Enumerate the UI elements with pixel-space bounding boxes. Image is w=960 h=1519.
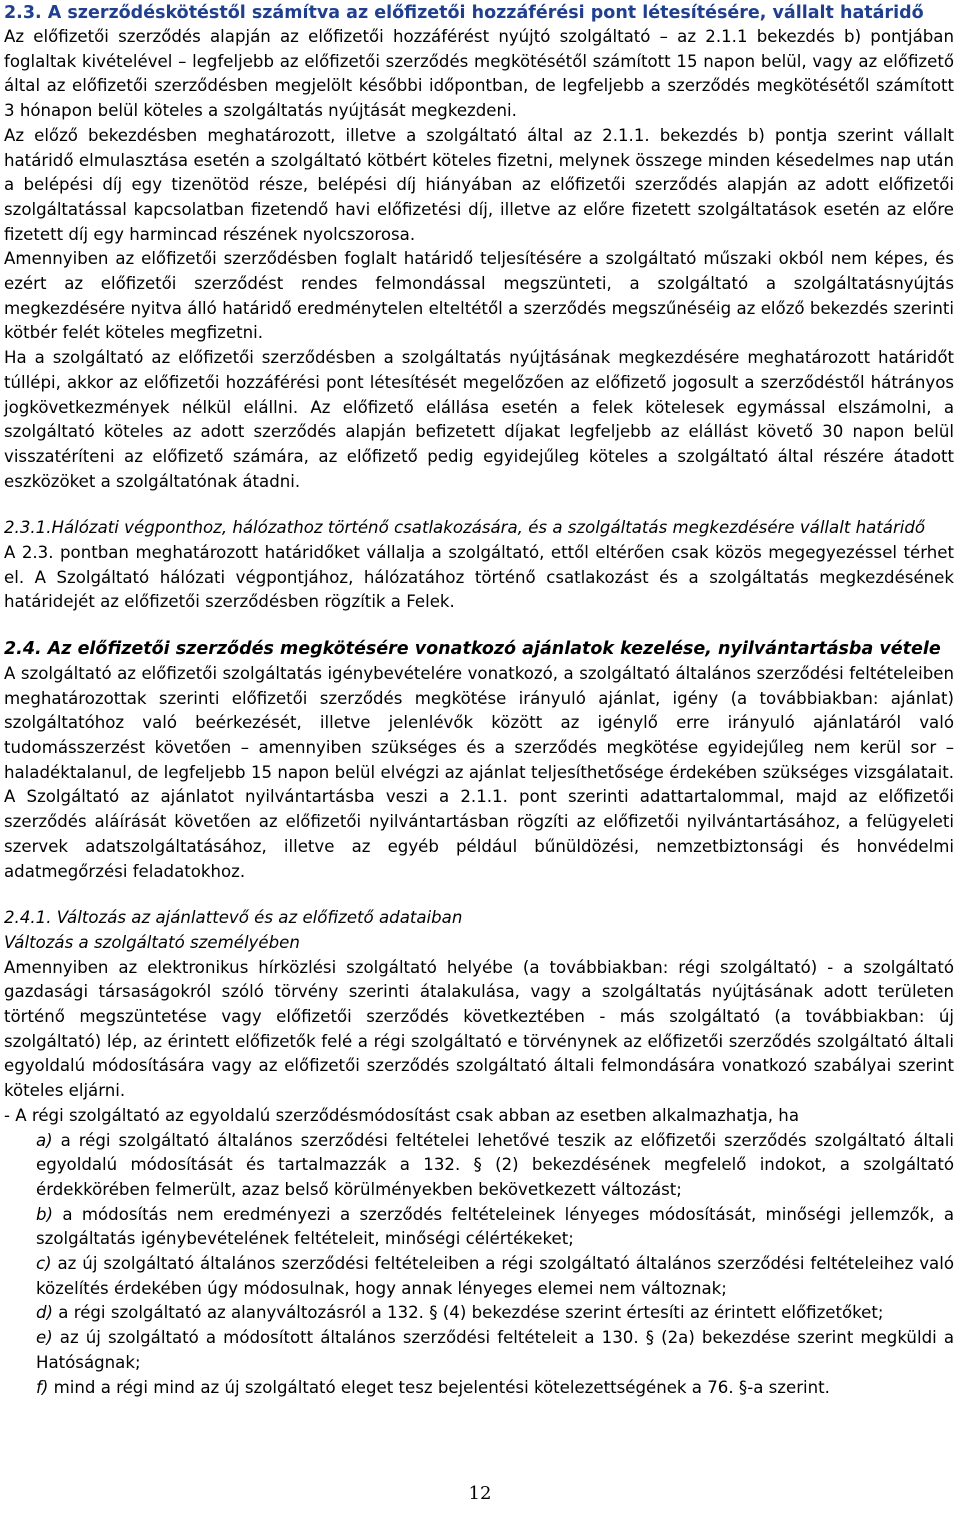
list-item-text: az új szolgáltató a módosított általános szerződési feltételeit a 130. § (2a) bekezdése szerint megküldi a Hatóságnak; [36, 1328, 954, 1372]
list-item-text: a módosítás nem eredményezi a szerződés feltételeinek lényeges módosítását, minőségi jellemzők, a szolgáltatás igénybevételének feltételeit, minőségi célértékeket; [36, 1204, 954, 1249]
list-item [4, 1203, 954, 1252]
list-item [4, 1301, 954, 1326]
list-marker: f) [36, 1377, 49, 1397]
section-heading-2-4: 2.4. Az előfizetői szerződés megkötésére vonatkozó ajánlatok kezelése, nyilvántartásba vétele [4, 639, 941, 660]
paragraph: Ha a szolgáltató az előfizetői szerződésben a szolgáltatás nyújtásának megkezdésére meghatározott határidőt túllépi, akkor az előfizetői hozzáférési pont létesítését megelőzően az előfizető jogosult a szerződéstől hátrányos jogkövetkezmények nélkül elállni. Az előfizető elállása esetén a felek kötelesek egymással elszámolni, a szolgáltató köteles az adott szerződés alapján befizetett díjakat legfeljebb az elállást követő 30 napon belül visszatéríteni az előfizető számára, az előfizető pedig egyidejűleg köteles a szolgáltató által részére átadott eszközöket a szolgáltatónak átadni. [4, 348, 954, 491]
document-page [4, 0, 954, 1400]
list-marker: d) [36, 1303, 54, 1323]
list-item [4, 1129, 954, 1203]
list-marker: e) [36, 1328, 53, 1348]
section-heading-2-3-1: 2.3.1.Hálózati végponthoz, hálózathoz történő csatlakozására, és a szolgáltatás megkezdésére vállalt határidő [4, 518, 926, 538]
paragraph: Amennyiben az előfizetői szerződésben foglalt határidő teljesítésére a szolgáltató műszaki okból nem képes, és ezért az előfizetői szerződést rendes felmondással megszünteti, a szolgáltató a szolgáltatásnyújtás megkezdésére nyitva álló határidő eredménytelen elteltétől a szerződés megszűnéséig az előző bekezdés szerinti kötbér felét köteles megfizetni. [4, 249, 954, 343]
list-marker: c) [36, 1254, 52, 1274]
list-item [4, 1376, 954, 1401]
list-marker: a) [36, 1130, 53, 1150]
section-heading-2-3: 2.3. A szerződéskötéstől számítva az előfizetői hozzáférési pont létesítésére, vállalt határidő [4, 3, 924, 23]
paragraph: Az előző bekezdésben meghatározott, illetve a szolgáltató által az 2.1.1. bekezdés b) pontja szerint vállalt határidő elmulasztása esetén a szolgáltató kötbért köteles fizetni, melynek összege minden késedelmes nap után a belépési díj egy tizenötöd része, belépési díj hiányában az előfizetői szerződés alapján az adott előfizetői szolgáltatással kapcsolatban fizetendő havi előfizetési díj, illetve az előre fizetett szolgáltatások esetén az előre fizetett díj egy harmincad részének nyolcszorosa. [4, 125, 954, 244]
subheading: Változás a szolgáltató személyében [4, 932, 300, 952]
paragraph: Amennyiben az elektronikus hírközlési szolgáltató helyébe (a továbbiakban: régi szolgáltató) - a szolgáltató gazdasági társaságokról szóló törvény szerinti átalakulása, vagy a szolgáltatás nyújtásának adott területen történő megszüntetése vagy előfizetői szerződés következtében - más szolgáltató (a továbbiakban: új szolgáltató) lép, az érintett előfizetők felé a régi szolgáltató e törvénynek az előfizetői szerződés szolgáltató általi egyoldalú módosítására vagy az előfizetői szerződés szolgáltató általi felmondására vonatkozó szabályai szerint köteles eljárni. [4, 957, 954, 1101]
list-item-text: a régi szolgáltató az alanyváltozásról a 132. § (4) bekezdése szerint értesíti az érintett előfizetőket; [53, 1303, 884, 1323]
list-item [4, 1252, 954, 1301]
list-marker: b) [36, 1204, 54, 1224]
paragraph: A szolgáltató az előfizetői szolgáltatás igénybevételére vonatkozó, a szolgáltató általános szerződési feltételeiben meghatározottak szerinti előfizetői szerződés megkötése irányuló ajánlat, igény (a továbbiakban: ajánlat) szolgáltatóhoz való beérkezését, illetve jelenlévők között az igénylő erre irányuló ajánlatáról való tudomásszerzést követően – amennyiben szükséges és a szerződés megkötése egyidejűleg nem kerül sor – haladéktalanul, de legfeljebb 15 napon belül elvégzi az ajánlat teljesíthetősége érdekében szükséges vizsgálatait. A Szolgáltató az ajánlatot nyilvántartásba veszi a 2.1.1. pont szerinti adattartalommal, majd az előfizetői szerződés aláírását követően az előfizetői nyilvántartásban rögzíti az előfizetői nyilvántartásához, a felügyeleti szervek adatszolgáltatásához, illetve az egyéb például bűnüldözési, nemzetbiztonsági és honvédelmi adatmegőrzési feladatokhoz. [4, 663, 954, 881]
list-intro: - A régi szolgáltató az egyoldalú szerződésmódosítást csak abban az esetben alkalmazhatja, ha [4, 1105, 799, 1125]
paragraph: Az előfizetői szerződés alapján az előfizetői hozzáférést nyújtó szolgáltató – az 2.1.1 bekezdés b) pontjában foglaltak kivételével – legfeljebb az előfizetői szerződés megkötésétől számított 15 napon belül, vagy az előfizető által az előfizetői szerződésben megjelölt későbbi időpontban, de legfeljebb a szerződés megkötésétől számított 3 hónapon belül köteles a szolgáltatás nyújtását megkezdeni. [4, 27, 954, 121]
section-heading-2-4-1: 2.4.1. Változás az ajánlattevő és az előfizető adataiban [4, 908, 463, 928]
list-item-text: a régi szolgáltató általános szerződési feltételei lehetővé teszik az előfizetői szerződés szolgáltató általi egyoldalú módosítását és tartalmazzák a 132. § (2) bekezdésének megfelelő indokot, a szolgáltató érdekkörében felmerült, azaz belső körülményekben bekövetkezett változást; [36, 1130, 954, 1199]
page-number: 12 [468, 1483, 492, 1504]
list-item-text: mind a régi mind az új szolgáltató eleget tesz bejelentési kötelezettségének a 76. §-a szerint. [48, 1377, 830, 1397]
paragraph: A 2.3. pontban meghatározott határidőket vállalja a szolgáltató, ettől eltérően csak közös megegyezéssel térhet el. A Szolgáltató hálózati végpontjához, hálózatához történő csatlakozást és a szolgáltatás megkezdésének határidejét az előfizetői szerződésben rögzítik a Felek. [4, 543, 954, 612]
list-item [4, 1326, 954, 1375]
list-item-text: az új szolgáltató általános szerződési feltételeiben a régi szolgáltató általános szerződési feltételeihez való közelítés érdekében úgy módosulnak, hogy annak lényeges elemei nem változnak; [36, 1254, 954, 1298]
